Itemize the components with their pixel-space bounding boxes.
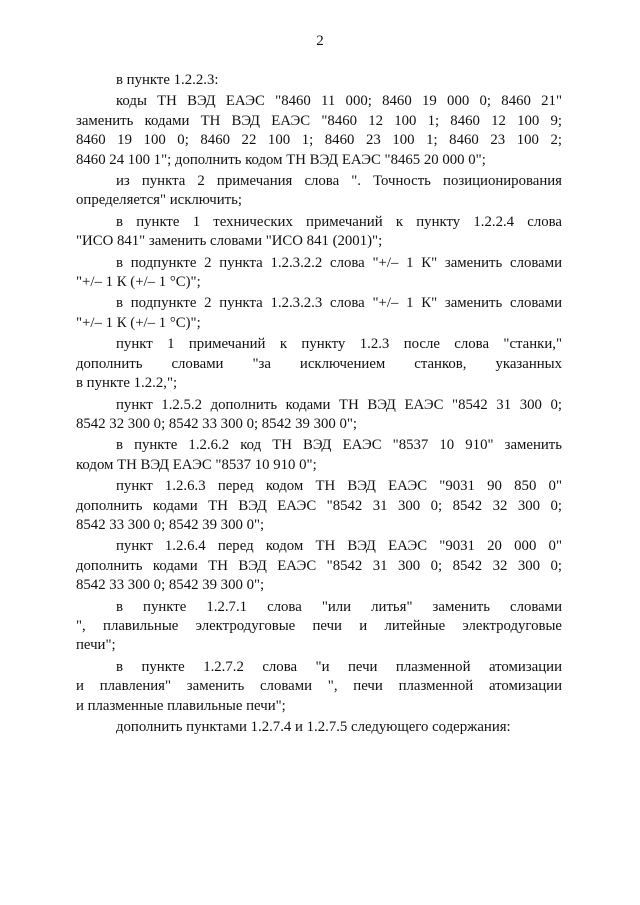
paragraph-line: печи"; [76, 637, 116, 654]
paragraph-line: "ИСО 841" заменить словами "ИСО 841 (2001)"; [76, 233, 383, 250]
paragraph-line: дополнить пунктами 1.2.7.4 и 1.2.7.5 следующего содержания: [116, 719, 511, 735]
paragraph-line: в пункте 1 технических примечаний к пункту 1.2.2.4 слова [116, 213, 562, 230]
paragraph-line: ", плавильные электродуговые печи и литейные электродуговые [76, 617, 562, 634]
paragraph [76, 254, 562, 293]
paragraph-line: кодом ТН ВЭД ЕАЭС "8537 10 910 0"; [76, 456, 317, 473]
paragraph-line: "+/– 1 К (+/– 1 °С)"; [76, 314, 201, 331]
paragraph-line: 8460 19 100 0; 8460 22 100 1; 8460 23 100 1; 8460 23 100 2; [76, 132, 562, 149]
paragraph-line: 8542 33 300 0; 8542 39 300 0"; [76, 516, 265, 533]
paragraph-line: в пункте 1.2.6.2 код ТН ВЭД ЕАЭС "8537 10 910" заменить [116, 437, 562, 454]
paragraph-line: заменить кодами ТН ВЭД ЕАЭС "8460 12 100 1; 8460 12 100 9; [76, 112, 562, 129]
paragraph [76, 92, 562, 170]
paragraph-line: пункт 1.2.6.4 перед кодом ТН ВЭД ЕАЭС "9031 20 000 0" [116, 538, 562, 555]
paragraph [76, 477, 562, 535]
paragraph [76, 71, 562, 90]
paragraph-line: дополнить словами "за исключением станков, указанных [76, 355, 562, 372]
paragraph [76, 294, 562, 333]
paragraph-line: "+/– 1 К (+/– 1 °С)"; [76, 274, 201, 291]
paragraph-line: коды ТН ВЭД ЕАЭС "8460 11 000; 8460 19 000 0; 8460 21" [116, 93, 562, 110]
paragraph-line: в пункте 1.2.2,"; [76, 375, 178, 392]
paragraph-line: из пункта 2 примечания слова ". Точность позиционирования [116, 173, 562, 190]
paragraph [76, 213, 562, 252]
paragraph-line: в пункте 1.2.7.1 слова "или литья" заменить словами [116, 598, 562, 615]
paragraph-line: пункт 1.2.6.3 перед кодом ТН ВЭД ЕАЭС "9031 90 850 0" [116, 478, 562, 495]
paragraph-line: дополнить кодами ТН ВЭД ЕАЭС "8542 31 300 0; 8542 32 300 0; [76, 497, 562, 514]
paragraph [76, 718, 562, 737]
paragraph-line: определяется" исключить; [76, 192, 242, 209]
paragraph-line: пункт 1 примечаний к пункту 1.2.3 после слова "станки," [116, 336, 562, 353]
paragraph-line: в подпункте 2 пункта 1.2.3.2.2 слова "+/– 1 К" заменить словами [116, 254, 562, 271]
paragraph [76, 396, 562, 435]
paragraph [76, 537, 562, 595]
paragraph-line: в пункте 1.2.7.2 слова "и печи плазменной атомизации [116, 658, 562, 675]
paragraph [76, 658, 562, 716]
page-number: 2 [316, 33, 324, 49]
paragraph [76, 436, 562, 475]
paragraph [76, 335, 562, 393]
document-body [76, 71, 562, 739]
paragraph [76, 172, 562, 211]
paragraph-line: 8542 33 300 0; 8542 39 300 0"; [76, 577, 265, 594]
paragraph-line: в подпункте 2 пункта 1.2.3.2.3 слова "+/– 1 К" заменить словами [116, 295, 562, 312]
paragraph-line: 8460 24 100 1"; дополнить кодом ТН ВЭД ЕАЭС "8465 20 000 0"; [76, 151, 486, 168]
paragraph-line: 8542 32 300 0; 8542 33 300 0; 8542 39 300 0"; [76, 415, 358, 432]
paragraph [76, 598, 562, 656]
paragraph-line: в пункте 1.2.2.3: [116, 72, 219, 88]
paragraph-line: и плавления" заменить словами ", печи плазменной атомизации [76, 678, 562, 695]
paragraph-line: и плазменные плавильные печи"; [76, 697, 286, 714]
paragraph-line: пункт 1.2.5.2 дополнить кодами ТН ВЭД ЕАЭС "8542 31 300 0; [116, 396, 562, 413]
paragraph-line: дополнить кодами ТН ВЭД ЕАЭС "8542 31 300 0; 8542 32 300 0; [76, 557, 562, 574]
